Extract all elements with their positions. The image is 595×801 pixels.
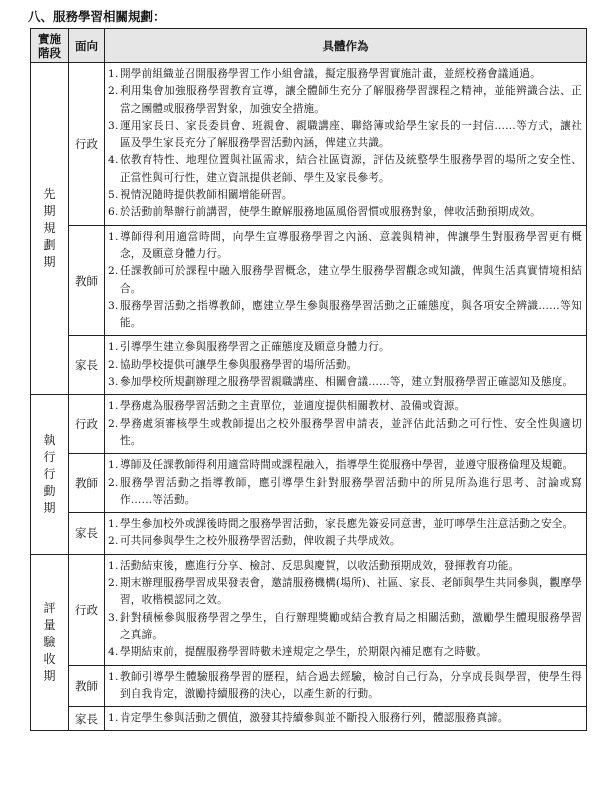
measure-item	[108, 118, 582, 153]
measure-text: 導師及任課教師得利用適當時間或課程融入，指導學生從服務中學習，並遵守服務倫理及規範。	[120, 459, 574, 472]
measures-cell	[105, 395, 587, 454]
measure-number: 3.	[108, 119, 119, 132]
measure-item	[108, 187, 582, 204]
measure-item	[108, 644, 582, 661]
measure-item	[108, 204, 582, 221]
measure-item	[108, 669, 582, 704]
measures-list	[108, 339, 582, 391]
measures-cell	[105, 665, 587, 707]
aspect-cell: 行政	[69, 63, 105, 226]
measure-text: 任課教師可於課程中融入服務學習概念，建立學生服務學習觀念或知識，俾與生活真實情境相結合。	[120, 265, 582, 295]
aspect-cell: 行政	[69, 395, 105, 454]
table-row	[31, 554, 587, 665]
measure-item	[108, 516, 582, 533]
measures-list	[108, 516, 582, 551]
measure-number: 2.	[108, 417, 119, 430]
aspect-cell: 家長	[69, 707, 105, 731]
measure-number: 5.	[108, 189, 119, 202]
measure-item	[108, 339, 582, 356]
aspect-cell: 行政	[69, 554, 105, 665]
measure-number: 2.	[108, 85, 119, 98]
header-phase	[31, 29, 69, 63]
measure-item	[108, 298, 582, 333]
measure-text: 引導學生建立參與服務學習之正確態度及願意身體力行。	[120, 341, 390, 354]
measure-number: 1.	[108, 459, 119, 472]
measure-item	[108, 416, 582, 451]
measure-number: 2.	[108, 577, 119, 590]
measures-cell	[105, 513, 587, 555]
measure-text: 運用家長日、家長委員會、班親會、親職講座、聯絡簿或給學生家長的一封信……等方式，讓社區及學生家長充分了解服務學習活動內涵，俾建立共識。	[120, 119, 582, 150]
table-row	[31, 395, 587, 454]
measures-list	[108, 710, 582, 727]
measure-number: 4.	[108, 646, 119, 659]
measure-number: 2.	[108, 265, 119, 278]
phase-cell	[31, 554, 69, 731]
measure-number: 2.	[108, 358, 119, 371]
measure-number: 4.	[108, 154, 119, 167]
measures-cell	[105, 63, 587, 226]
measure-item	[108, 610, 582, 645]
header-content: 具體作為	[105, 29, 587, 63]
measure-item	[108, 533, 582, 550]
measure-number: 2.	[108, 535, 119, 548]
measure-item	[108, 152, 582, 187]
measures-list	[108, 229, 582, 333]
measure-text: 依教育特性、地理位置與社區需求，結合社區資源，評估及統整學生服務學習的場所之安全性、正當性與可行性，建立資訊提供老師、學生及家長參考。	[120, 154, 582, 184]
measure-number: 1.	[108, 341, 119, 354]
measures-cell	[105, 336, 587, 395]
measure-number: 1.	[108, 400, 119, 413]
measure-text: 可共同參與學生之校外服務學習活動，俾收親子共學成效。	[120, 535, 401, 548]
aspect-cell: 教師	[69, 665, 105, 707]
measure-item	[108, 558, 582, 575]
measure-item	[108, 66, 582, 83]
measures-list	[108, 66, 582, 222]
header-phase-label: 實施 階段	[38, 31, 61, 60]
aspect-cell: 教師	[69, 454, 105, 513]
phase-label: 先期規劃期	[43, 187, 56, 270]
measure-number: 1.	[108, 518, 119, 531]
measure-number: 3.	[108, 611, 119, 624]
measure-number: 6.	[108, 206, 119, 219]
measure-number: 1.	[108, 712, 119, 725]
measure-item	[108, 457, 582, 474]
phase-cell	[31, 395, 69, 554]
table-row	[31, 665, 587, 707]
measure-item	[108, 357, 582, 374]
table-body	[31, 63, 587, 731]
measure-text: 學務處須審核學生或教師提出之校外服務學習申請表，並評估此活動之可行性、安全性與適切性。	[120, 417, 582, 447]
measures-cell	[105, 225, 587, 336]
measure-number: 1.	[108, 68, 119, 80]
measure-number: 1.	[108, 559, 119, 572]
measure-text: 開學前組織並召開服務學習工作小組會議，擬定服務學習實施計畫，並經校務會議通過。	[120, 68, 541, 80]
measure-number: 1.	[108, 670, 119, 683]
measures-cell	[105, 707, 587, 731]
aspect-cell: 家長	[69, 513, 105, 555]
measures-cell	[105, 454, 587, 513]
measure-item	[108, 575, 582, 610]
measure-number: 2.	[108, 476, 119, 489]
measures-cell	[105, 554, 587, 665]
table-row	[31, 454, 587, 513]
measure-item	[108, 398, 582, 415]
measure-text: 於活動前舉辦行前講習，使學生瞭解服務地區風俗習慣或服務對象，俾收活動預期成效。	[120, 206, 541, 219]
measure-text: 協助學校提供可讓學生參與服務學習的場所活動。	[120, 358, 358, 371]
measures-list	[108, 669, 582, 704]
measure-text: 服務學習活動之指導教師，應建立學生參與服務學習活動之正確態度，與各項安全辨識……等知能。	[120, 299, 582, 330]
measure-item	[108, 83, 582, 118]
measure-text: 教師引導學生體驗服務學習的歷程，結合過去經驗，檢討自己行為，分享成長與學習，使學生得到自我肯定，激勵持續服務的決心，以產生新的行動。	[120, 670, 582, 700]
measure-text: 導師得利用適當時間，向學生宣導服務學習之內涵、意義與精神，俾讓學生對服務學習更有概念，及願意身體力行。	[120, 230, 582, 260]
measure-text: 針對積極參與服務學習之學生，自行辦理獎勵或結合教育局之相關活動，激勵學生體現服務學習之真諦。	[120, 611, 582, 641]
measure-item	[108, 475, 582, 510]
measure-item	[108, 710, 582, 727]
measure-text: 肯定學生參與活動之價值，激發其持續參與並不斷投入服務行列，體認服務真諦。	[120, 712, 509, 725]
measures-list	[108, 558, 582, 662]
measure-number: 1.	[108, 230, 119, 243]
measures-list	[108, 457, 582, 509]
measure-item	[108, 229, 582, 264]
measure-text: 學生參加校外或課後時間之服務學習活動，家長應先簽妥同意書，並叮嚀學生注意活動之安全。	[120, 518, 574, 531]
table-row	[31, 225, 587, 336]
measure-item	[108, 263, 582, 298]
phase-label: 執行行動期	[43, 433, 56, 516]
measure-item	[108, 374, 582, 391]
measure-text: 活動結束後，應進行分享、檢討、反思與慶賀，以收活動預期成效，發揮教育功能。	[120, 559, 520, 572]
table-header-row	[31, 29, 587, 63]
aspect-cell: 教師	[69, 225, 105, 336]
measure-text: 學期結束前，提醒服務學習時數未達規定之學生，於期限內補足應有之時數。	[120, 646, 487, 659]
measure-number: 3.	[108, 376, 119, 389]
phase-label: 評量驗收期	[43, 601, 56, 684]
measure-text: 利用集會加強服務學習教育宣導，讓全體師生充分了解服務學習課程之精神，並能辨識合法、正當之團體或服務學習對象，加強安全措施。	[120, 85, 582, 115]
table-row	[31, 336, 587, 395]
measures-list	[108, 398, 582, 450]
phase-cell	[31, 63, 69, 395]
section-title: 八、服務學習相關規劃：	[28, 9, 166, 24]
table-row	[31, 707, 587, 731]
measure-text: 服務學習活動之指導教師，應引導學生針對服務學習活動中的所見所為進行思考、討論或寫作……等活動。	[120, 476, 582, 506]
measure-number: 3.	[108, 299, 119, 312]
aspect-cell: 家長	[69, 336, 105, 395]
header-aspect: 面向	[69, 29, 105, 63]
table-row	[31, 63, 587, 226]
measure-text: 參加學校所規劃辦理之服務學習親職講座、相關會議……等，建立對服務學習正確認知及態度。	[120, 376, 574, 389]
measure-text: 學務處為服務學習活動之主責單位，並適度提供相關教材、設備或資源。	[120, 400, 466, 413]
measure-text: 視情況隨時提供教師相關增能研習。	[120, 189, 293, 202]
table-row	[31, 513, 587, 555]
measure-text: 期末辦理服務學習成果發表會，邀請服務機構(場所)、社區、家長、老師與學生共同參與，觀摩學習，收楷模認同之效。	[120, 577, 582, 607]
service-learning-plan-table	[30, 28, 587, 731]
